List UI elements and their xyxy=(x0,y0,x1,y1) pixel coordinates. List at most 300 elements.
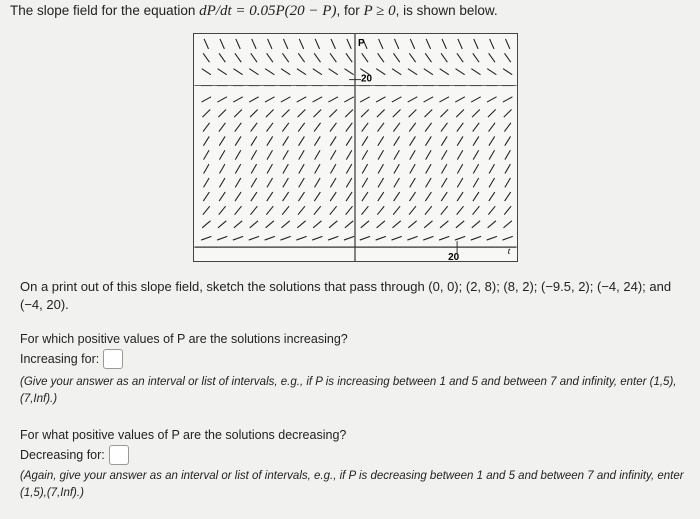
slope-segment xyxy=(235,164,240,173)
slope-segment xyxy=(456,109,464,117)
slope-segment xyxy=(426,178,432,187)
increasing-row xyxy=(20,349,123,369)
slope-segment xyxy=(378,136,384,145)
slope-segment xyxy=(204,39,208,49)
slope-segment xyxy=(471,97,481,102)
slope-segment xyxy=(472,109,480,117)
slope-segment xyxy=(376,236,386,240)
slope-segment xyxy=(440,109,448,117)
slope-segment xyxy=(362,150,367,159)
slope-segment xyxy=(456,221,464,228)
slope-segment xyxy=(503,97,513,102)
slope-segment xyxy=(267,192,273,201)
slope-segment xyxy=(474,39,478,49)
slope-segment xyxy=(235,192,241,201)
slope-segment xyxy=(425,123,432,132)
slope-segment xyxy=(425,53,431,62)
slope-segment xyxy=(489,136,495,145)
slope-segment xyxy=(378,150,383,159)
slope-segment xyxy=(346,136,352,145)
slope-segment xyxy=(378,178,384,187)
slope-segment xyxy=(473,164,478,173)
slope-segment xyxy=(346,192,352,201)
slope-segment xyxy=(314,192,320,201)
slope-segment xyxy=(298,192,304,201)
slope-segment xyxy=(392,69,401,75)
slope-segment xyxy=(219,178,225,187)
slope-segment xyxy=(394,136,400,145)
slope-segment xyxy=(424,109,432,117)
slope-segment xyxy=(218,109,226,117)
slope-segment xyxy=(267,136,273,145)
slope-segment xyxy=(394,39,398,49)
slope-segment xyxy=(440,221,448,228)
slope-segment xyxy=(219,192,225,201)
slope-segment xyxy=(489,150,494,159)
slope-segment xyxy=(376,69,385,75)
slope-segment xyxy=(410,150,415,159)
slope-segment xyxy=(346,123,353,132)
slope-segment xyxy=(377,109,385,117)
slope-segment xyxy=(488,109,496,117)
slope-segment xyxy=(217,97,227,102)
slope-segment xyxy=(489,53,495,62)
slope-segment xyxy=(329,221,337,228)
slope-segment xyxy=(488,206,495,214)
slope-segment xyxy=(282,109,290,117)
slope-segment xyxy=(361,221,369,228)
slope-segment xyxy=(235,136,241,145)
slope-segment xyxy=(314,53,320,62)
slope-segment xyxy=(281,69,290,75)
slope-segment xyxy=(236,39,240,49)
slope-segment xyxy=(442,39,446,49)
slope-segment xyxy=(393,53,399,62)
slope-segment xyxy=(504,109,512,117)
intro-suffix: , is shown below. xyxy=(395,3,498,18)
slope-segment xyxy=(283,39,287,49)
slope-segment xyxy=(473,123,480,132)
slope-segment xyxy=(297,69,306,75)
slope-segment xyxy=(298,206,305,214)
slope-segment xyxy=(201,236,211,240)
slope-segment xyxy=(203,53,209,62)
slope-segment xyxy=(202,221,210,228)
slope-segment xyxy=(456,69,465,75)
slope-segment xyxy=(392,97,402,102)
slope-segment xyxy=(281,97,291,102)
slope-segment xyxy=(219,136,225,145)
slope-segment xyxy=(439,97,449,102)
slope-segment xyxy=(251,53,257,62)
slope-segment xyxy=(283,136,289,145)
slope-segment xyxy=(329,69,338,75)
slope-segment xyxy=(441,178,447,187)
slope-segment xyxy=(457,123,464,132)
slope-segment xyxy=(313,109,321,117)
slope-segment xyxy=(410,39,414,49)
slope-segment xyxy=(378,192,384,201)
slope-segment xyxy=(219,53,225,62)
slope-segment xyxy=(204,178,210,187)
slope-segment xyxy=(424,97,434,102)
slope-segment xyxy=(487,69,496,75)
slope-segment xyxy=(345,221,353,228)
slope-segment xyxy=(457,206,464,214)
equation: dP/dt = 0.05P(20 − P) xyxy=(199,3,337,19)
slope-segment xyxy=(203,206,210,214)
slope-segment xyxy=(409,206,416,214)
slope-segment xyxy=(218,221,226,228)
instructions-line-1: On a print out of this slope field, sketch the solutions that pass through (0, 0); (2, 8); (8, 2); (−9.5, 2); (−4, 24); and xyxy=(20,279,672,294)
slope-segment xyxy=(505,178,511,187)
slope-segment xyxy=(202,69,211,75)
slope-segment xyxy=(203,136,209,145)
slope-segment xyxy=(473,192,479,201)
slope-segment xyxy=(425,206,432,214)
slope-segment xyxy=(458,39,462,49)
decreasing-label: Decreasing for: xyxy=(20,448,105,462)
slope-segment xyxy=(298,109,306,117)
slope-segment xyxy=(408,221,416,228)
slope-segment xyxy=(234,109,242,117)
slope-segment xyxy=(441,53,447,62)
slope-segment xyxy=(283,192,289,201)
slope-segment xyxy=(378,123,385,132)
slope-segment xyxy=(455,97,465,102)
slope-segment xyxy=(281,221,289,228)
slope-segment xyxy=(330,150,335,159)
question-1-prompt: For which positive values of P are the solutions increasing? xyxy=(20,332,348,346)
slope-segment xyxy=(503,236,513,240)
slope-segment xyxy=(265,236,275,240)
slope-segment xyxy=(473,150,478,159)
slope-field-graph xyxy=(193,33,518,262)
slope-segment xyxy=(505,136,511,145)
slope-segment xyxy=(266,206,273,214)
slope-segment xyxy=(394,150,399,159)
slope-segment xyxy=(234,221,242,228)
slope-segment xyxy=(312,236,322,240)
slope-segment xyxy=(250,221,258,228)
slope-segment xyxy=(202,109,210,117)
slope-segment xyxy=(331,39,335,49)
slope-segment xyxy=(282,53,288,62)
slope-segment xyxy=(362,192,368,201)
slope-segment xyxy=(360,236,370,240)
t-tick-label: 20 xyxy=(448,252,460,262)
slope-segment xyxy=(266,123,273,132)
slope-segment xyxy=(503,69,512,75)
slope-segment xyxy=(267,178,273,187)
slope-segment xyxy=(267,53,273,62)
slope-segment xyxy=(315,39,319,49)
slope-segment xyxy=(392,236,402,240)
slope-segment xyxy=(235,53,241,62)
slope-segment xyxy=(313,221,321,228)
slope-segment xyxy=(455,236,465,240)
slope-segment xyxy=(315,150,320,159)
slope-segment xyxy=(251,136,257,145)
slope-segment xyxy=(393,206,400,214)
slope-segment xyxy=(330,178,336,187)
slope-segment xyxy=(251,178,257,187)
slope-segment xyxy=(473,136,479,145)
slope-segment xyxy=(457,178,463,187)
slope-segment xyxy=(346,164,351,173)
slope-segment xyxy=(235,178,241,187)
slope-segment xyxy=(408,69,417,75)
slope-segment xyxy=(457,192,463,201)
slope-segment xyxy=(299,178,305,187)
slope-segment xyxy=(426,150,431,159)
slope-segment xyxy=(505,53,511,62)
slope-segment xyxy=(377,221,385,228)
slope-segment xyxy=(265,69,274,75)
slope-segment xyxy=(299,150,304,159)
slope-segment xyxy=(505,39,509,49)
slope-segment xyxy=(330,136,336,145)
slope-segment xyxy=(442,164,447,173)
slope-segment xyxy=(249,69,258,75)
slope-segment xyxy=(299,136,305,145)
slope-segment xyxy=(299,39,303,49)
slope-segments xyxy=(201,39,513,240)
slope-segment xyxy=(203,123,210,132)
slope-segment xyxy=(267,150,272,159)
increasing-label: Increasing for: xyxy=(20,352,100,366)
intro-prefix: The slope field for the equation xyxy=(10,3,200,18)
slope-segment xyxy=(441,150,446,159)
slope-segment xyxy=(347,39,351,49)
slope-segment xyxy=(298,123,305,132)
decreasing-row xyxy=(20,445,129,465)
slope-segment xyxy=(283,164,288,173)
p-axis-label: P xyxy=(357,37,365,49)
slope-segment xyxy=(249,236,259,240)
slope-segment xyxy=(330,206,337,214)
slope-segment xyxy=(360,97,370,102)
slope-segment xyxy=(472,221,480,228)
slope-segment xyxy=(409,109,417,117)
slope-segment xyxy=(346,178,352,187)
slope-segment xyxy=(249,97,259,102)
slope-segment xyxy=(361,109,369,117)
slope-segment xyxy=(410,136,416,145)
slope-segment xyxy=(378,164,383,173)
slope-segment xyxy=(426,164,431,173)
slope-segment xyxy=(314,123,321,132)
slope-segment xyxy=(393,123,400,132)
slope-segment xyxy=(441,123,448,132)
slope-segment xyxy=(505,192,511,201)
slope-segment xyxy=(361,206,368,214)
slope-segment xyxy=(219,150,224,159)
slope-segment xyxy=(362,53,368,62)
slope-segment xyxy=(330,53,336,62)
slope-segment xyxy=(490,39,494,49)
slope-segment xyxy=(265,97,275,102)
slope-segment xyxy=(202,97,212,102)
slope-segment xyxy=(423,236,433,240)
problem-statement xyxy=(10,3,498,20)
slope-segment xyxy=(235,150,240,159)
slope-segment xyxy=(505,150,510,159)
slope-segment xyxy=(313,69,322,75)
slope-segment xyxy=(251,192,257,201)
question-1-note: (Give your answer as an interval or list of intervals, e.g., if P is increasing between 1 and 5 and between 7 and infinity, enter (1,5),(7,Inf).) xyxy=(20,376,677,405)
slope-segment xyxy=(266,109,274,117)
slope-segment xyxy=(472,206,479,214)
slope-segment xyxy=(457,164,462,173)
slope-segment xyxy=(314,136,320,145)
slope-segment xyxy=(328,236,338,240)
slope-segment xyxy=(315,164,320,173)
slope-segment xyxy=(471,69,480,75)
slope-segment xyxy=(251,164,256,173)
slope-segment xyxy=(346,150,351,159)
instructions xyxy=(20,278,671,314)
instructions-line-2: (−4, 20). xyxy=(20,297,69,312)
slope-segment xyxy=(407,236,417,240)
slope-segment xyxy=(362,178,368,187)
slope-segment xyxy=(235,206,242,214)
slope-segment xyxy=(471,236,481,240)
slope-segment xyxy=(233,97,243,102)
slope-segment xyxy=(441,192,447,201)
p-tick-label: 20 xyxy=(360,73,372,85)
slope-segment xyxy=(489,192,495,201)
slope-segment xyxy=(379,39,383,49)
slope-segment xyxy=(297,221,305,228)
slope-segment xyxy=(504,221,512,228)
slope-segment xyxy=(394,192,400,201)
slope-segment xyxy=(424,221,432,228)
slope-segment xyxy=(330,123,337,132)
slope-segment xyxy=(410,178,416,187)
slope-segment xyxy=(282,206,289,214)
slope-segment xyxy=(489,123,496,132)
slope-segment xyxy=(217,236,227,240)
slope-segment xyxy=(204,164,209,173)
slope-segment xyxy=(457,53,463,62)
slope-segment xyxy=(439,236,449,240)
slope-segment xyxy=(218,69,227,75)
slope-segment xyxy=(489,164,494,173)
question-2-note: (Again, give your answer as an interval or list of intervals, e.g., if P is decreasing between 1 and 5 and between 7 and infinity, enter (1,5),(7,Inf).) xyxy=(20,470,684,499)
slope-segment xyxy=(235,123,242,132)
slope-segment xyxy=(457,150,462,159)
slope-segment xyxy=(283,150,288,159)
slope-segment xyxy=(266,221,274,228)
decreasing-answer-input[interactable] xyxy=(109,445,129,465)
slope-segment xyxy=(344,97,354,102)
slope-segment xyxy=(505,164,510,173)
slope-segment xyxy=(346,206,353,214)
slope-segment xyxy=(487,236,497,240)
slope-segment xyxy=(344,236,354,240)
slope-segment xyxy=(203,192,209,201)
slope-segment xyxy=(250,206,257,214)
t-axis-label: t xyxy=(507,246,511,258)
slope-segment xyxy=(219,164,224,173)
slope-segment xyxy=(345,109,353,117)
slope-segment xyxy=(504,123,511,132)
intro-middle: , for xyxy=(336,3,364,18)
slope-segment xyxy=(441,206,448,214)
slope-segment xyxy=(251,123,258,132)
slope-segment xyxy=(440,69,449,75)
slope-segment xyxy=(393,109,401,117)
slope-segment xyxy=(409,53,415,62)
slope-segment xyxy=(392,221,400,228)
slope-segment xyxy=(376,97,386,102)
slope-segment xyxy=(394,178,400,187)
slope-segment xyxy=(233,69,242,75)
slope-segment xyxy=(329,109,337,117)
slope-segment xyxy=(425,136,431,145)
slope-segment xyxy=(473,178,479,187)
slope-segment xyxy=(283,178,289,187)
slope-segment xyxy=(330,164,335,173)
slope-segment xyxy=(330,192,336,201)
slope-segment xyxy=(251,150,256,159)
slope-segment xyxy=(409,192,415,201)
slope-segment xyxy=(250,109,258,117)
slope-segment xyxy=(362,136,368,145)
slope-segment xyxy=(409,123,416,132)
slope-segment xyxy=(488,221,496,228)
question-2-prompt: For what positive values of P are the solutions decreasing? xyxy=(20,428,347,442)
slope-segment xyxy=(220,39,224,49)
increasing-answer-input[interactable] xyxy=(103,349,123,369)
condition: P ≥ 0 xyxy=(363,3,396,19)
slope-segment xyxy=(410,164,415,173)
slope-segment xyxy=(473,53,479,62)
slope-segment xyxy=(219,206,226,214)
slope-segment xyxy=(344,69,353,75)
slope-segment xyxy=(408,97,418,102)
slope-segment xyxy=(267,164,272,173)
slope-segment xyxy=(346,53,352,62)
slope-segment xyxy=(299,164,304,173)
slope-segment xyxy=(424,69,433,75)
slope-segment xyxy=(315,178,321,187)
slope-segment xyxy=(233,236,243,240)
slope-segment xyxy=(219,123,226,132)
slope-segment xyxy=(298,53,304,62)
slope-segment xyxy=(457,136,463,145)
slope-segment xyxy=(377,206,384,214)
slope-segment xyxy=(362,123,369,132)
slope-segment xyxy=(489,178,495,187)
slope-segment xyxy=(297,97,307,102)
slope-segment xyxy=(487,97,497,102)
slope-segment xyxy=(280,236,290,240)
slope-segment xyxy=(268,39,272,49)
slope-segment xyxy=(394,164,399,173)
slope-segment xyxy=(296,236,306,240)
slope-segment xyxy=(328,97,338,102)
slope-segment xyxy=(425,192,431,201)
slope-segment xyxy=(426,39,430,49)
slope-segment xyxy=(252,39,256,49)
slope-segment xyxy=(362,164,367,173)
slope-segment xyxy=(504,206,511,214)
slope-segment xyxy=(313,97,323,102)
slope-segment xyxy=(314,206,321,214)
slope-segment xyxy=(204,150,209,159)
